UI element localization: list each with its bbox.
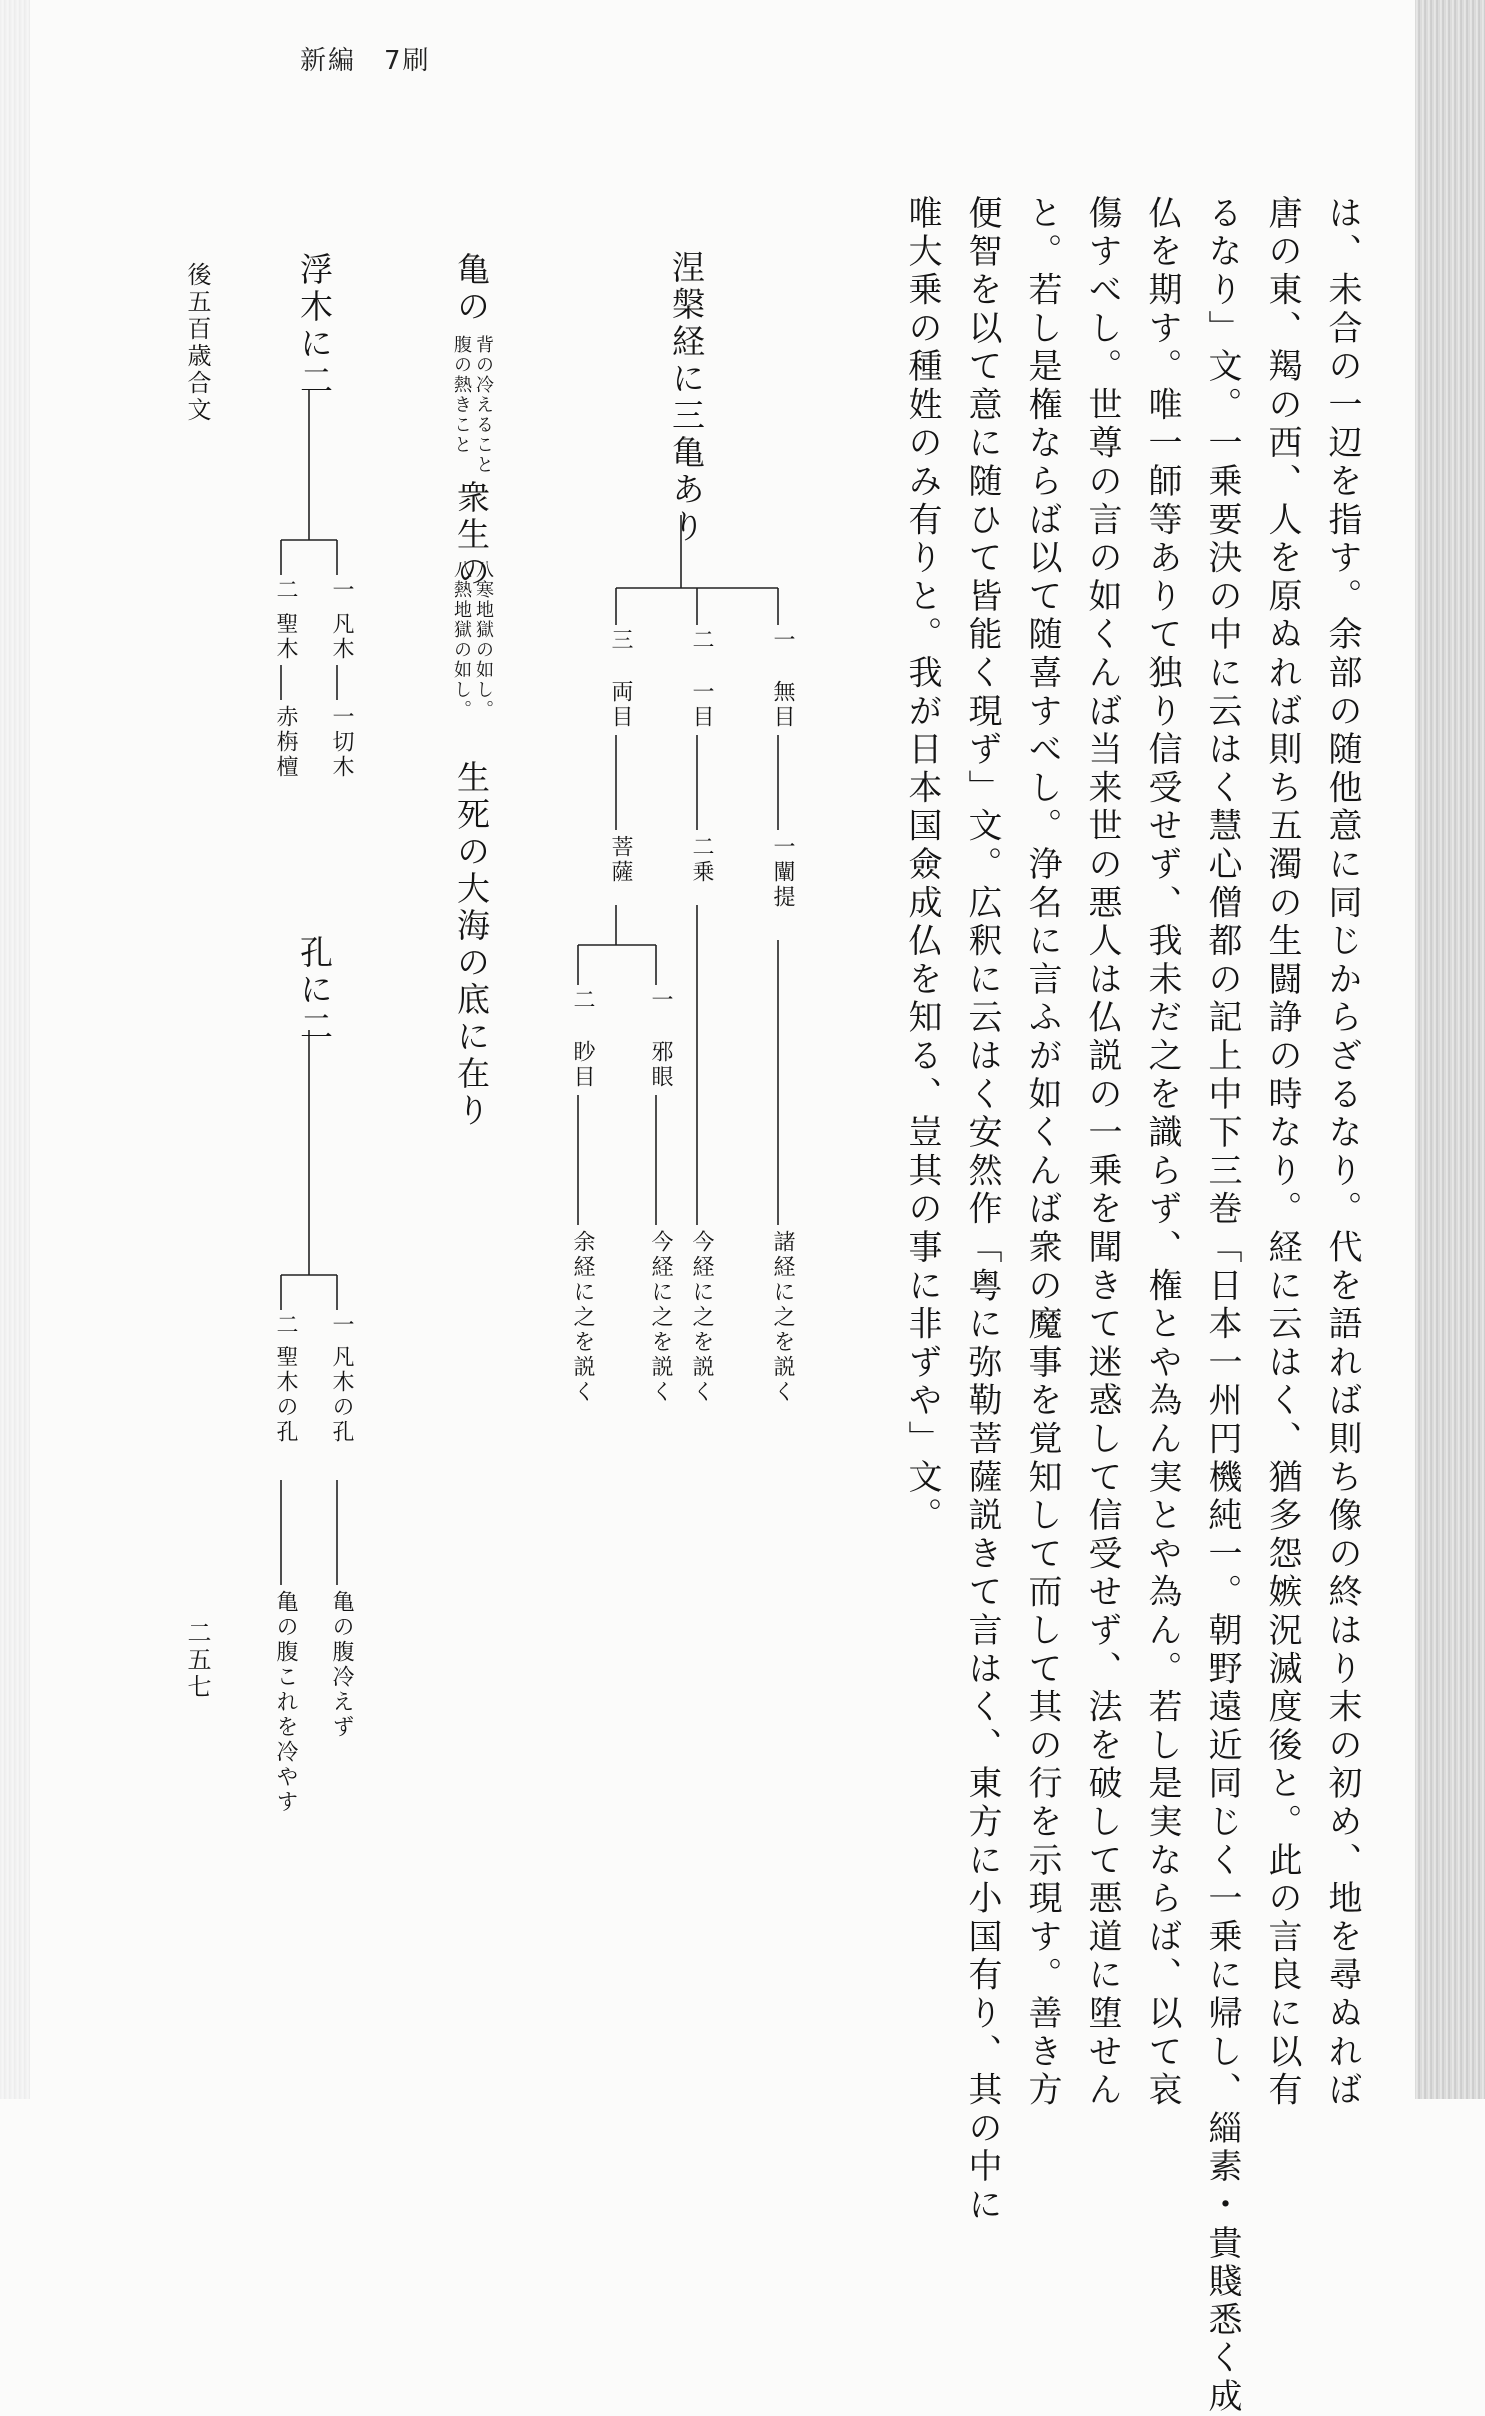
body-column-3: るなり」文。一乗要決の中に云はく慧心僧都の記上中下三巻「日本一州円機純一。朝野遠近同じく一乗に帰し、緇素・貴賤悉く成 <box>1202 195 1242 2416</box>
tree3-branch1-label: 凡木の孔 <box>329 1345 354 1445</box>
tree1-branch3-label: 両目 <box>608 680 633 730</box>
tree3-branch2-label: 聖木の孔 <box>273 1345 298 1445</box>
tree1-branch3-number: 三 <box>608 628 633 653</box>
turtle-mid: 衆生の <box>452 480 491 591</box>
body-column-5: 傷すべし。世尊の言の如くんば当来世の悪人は仏説の一乗を聞きて迷惑して信受せず、法を破して悪道に堕せん <box>1082 195 1122 2110</box>
tree1-branch2-number: 二 <box>689 628 714 653</box>
tree1-branch1-label: 無目 <box>770 680 795 730</box>
tree1-sub2-desc: 余経に之を説く <box>570 1230 595 1405</box>
tree2-branch1-label: 凡木 <box>329 612 354 662</box>
turtle-note-cold-hell: 八寒地獄の如し。 <box>473 560 494 720</box>
tree2-branch1-number: 一 <box>329 578 354 603</box>
tree3-branch2-desc: 亀の腹これを冷やす <box>273 1590 298 1815</box>
tree1-root-label: 涅槃経に三亀あり <box>667 250 706 546</box>
tree2-branch2-desc: 赤栴檀 <box>273 705 298 780</box>
turtle-note-back: 背の冷えること <box>473 335 494 475</box>
tree2-branch1-desc: 一切木 <box>329 705 354 780</box>
tree2-root-label: 浮木に二 <box>295 252 334 400</box>
tree3-branch1-desc: 亀の腹冷えず <box>329 1590 354 1740</box>
tree1-branch2-mid: 二乗 <box>689 835 714 885</box>
page-number: 二五七 <box>183 1620 211 1701</box>
body-column-2: 唐の東、羯の西、人を原ぬれば則ち五濁の生闘諍の時なり。経に云はく、猶多怨嫉況滅度後と。此の言良に以有 <box>1262 195 1302 2110</box>
tree1-sub2-label: 眇目 <box>570 1040 595 1090</box>
turtle-tail: 生死の大海の底に在り <box>452 760 491 1130</box>
tree2-branch2-number: 二 <box>273 578 298 603</box>
body-column-6: と。若し是権ならば以て随喜すべし。浄名に言ふが如くんば衆の魔事を覚知して而して其の行を示現す。善き方 <box>1022 195 1062 2110</box>
tree2-branch2-label: 聖木 <box>273 612 298 662</box>
tree1-branch2-desc: 今経に之を説く <box>689 1230 714 1405</box>
edition-header: 新編 7刷 <box>300 46 431 76</box>
body-column-1: は、未合の一辺を指す。余部の随他意に同じからざるなり。代を語れば則ち像の終はり末の初め、地を尋ぬれば <box>1322 195 1362 2110</box>
tree1-branch2-label: 一目 <box>689 680 714 730</box>
tree1-branch3-mid: 菩薩 <box>608 835 633 885</box>
tree3-root-label: 孔に二 <box>295 935 334 1046</box>
body-column-7: 便智を以て意に随ひて皆能く現ず」文。広釈に云はく安然作「粤に弥勒菩薩説きて言はく、東方に小国有り、其の中に <box>962 195 1002 2225</box>
turtle-head: 亀の <box>452 252 491 326</box>
tree3-branch2-number: 二 <box>273 1313 298 1338</box>
turtle-note-hot-hell: 八熱地獄の如し。 <box>451 560 472 720</box>
tree1-sub2-number: 二 <box>570 988 595 1013</box>
tree3-branch1-number: 一 <box>329 1313 354 1338</box>
turtle-note-belly: 腹の熱きこと <box>451 335 472 455</box>
tree1-sub1-label: 邪眼 <box>648 1040 673 1090</box>
tree1-sub1-desc: 今経に之を説く <box>648 1230 673 1405</box>
body-column-8: 唯大乗の種姓のみ有りと。我が日本国僉成仏を知る、豈其の事に非ずや」文。 <box>902 195 942 1536</box>
tree1-branch1-number: 一 <box>770 628 795 653</box>
section-title: 後五百歳合文 <box>183 262 211 424</box>
body-column-4: 仏を期す。唯一師等ありて独り信受せず、我未だ之を識らず、権とや為ん実とや為ん。若し是実ならば、以て哀 <box>1142 195 1182 2110</box>
tree1-sub1-number: 一 <box>648 988 673 1013</box>
tree1-branch1-mid: 一闡提 <box>770 835 795 910</box>
tree1-branch1-desc: 諸経に之を説く <box>770 1230 795 1405</box>
